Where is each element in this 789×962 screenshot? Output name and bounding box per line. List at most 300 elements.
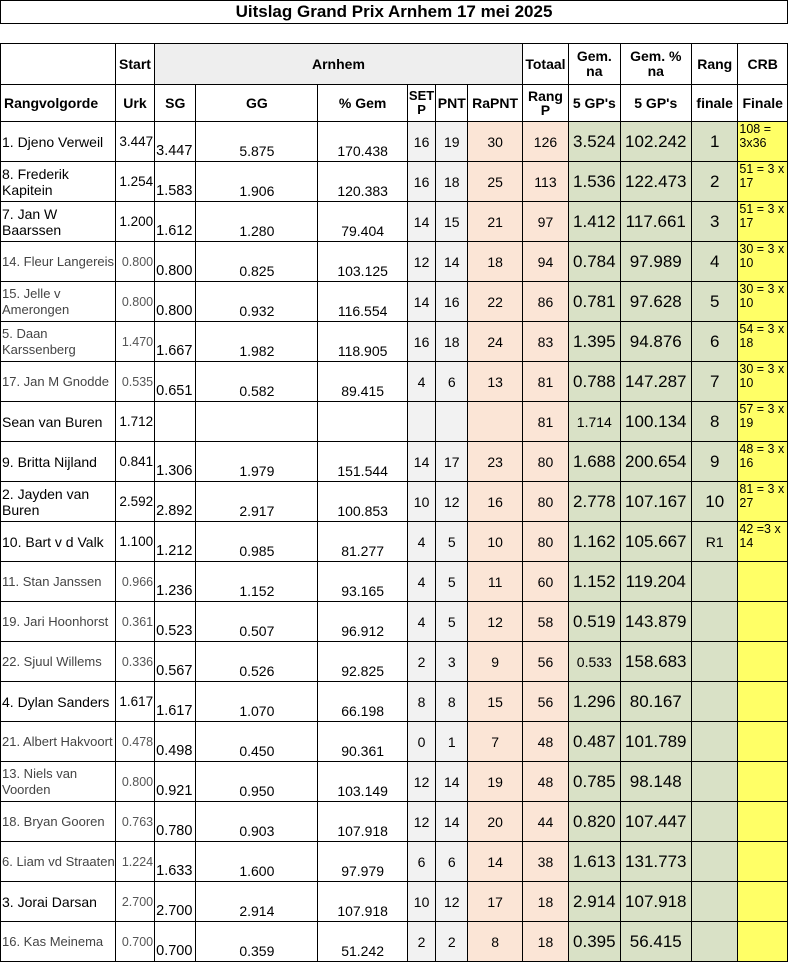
pnt-value: 5	[436, 522, 468, 562]
pnt-value: 8	[436, 682, 468, 722]
gem-pct-value: 117.661	[620, 202, 692, 242]
final-rank: 6	[692, 322, 738, 362]
player-name: 2. Jayden van Buren	[1, 482, 116, 522]
gg-value: 1.979	[196, 442, 318, 482]
rang-p-value: 97	[522, 202, 568, 242]
rang-p-value: 38	[522, 842, 568, 882]
urk-value: 1.617	[115, 682, 154, 722]
header-setp: SET P	[407, 85, 435, 122]
table-row	[1, 722, 788, 762]
setp-value: 4	[407, 522, 435, 562]
gg-value: 1.600	[196, 842, 318, 882]
header-rang: Rang	[692, 44, 738, 85]
final-rank	[692, 642, 738, 682]
header-start: Start	[115, 44, 154, 85]
player-name: 19. Jari Hoonhorst	[1, 602, 116, 642]
gg-value: 0.507	[196, 602, 318, 642]
player-name: 14. Fleur Langereis	[1, 242, 116, 282]
player-name: 4. Dylan Sanders	[1, 682, 116, 722]
gem-pct-value: 105.667	[620, 522, 692, 562]
pnt-value: 5	[436, 562, 468, 602]
player-name: 9. Britta Nijland	[1, 442, 116, 482]
pnt-value: 19	[436, 122, 468, 162]
sg-value: 1.667	[155, 322, 196, 362]
urk-value: 0.800	[115, 282, 154, 322]
final-rank	[692, 562, 738, 602]
final-rank	[692, 722, 738, 762]
pnt-value: 2	[436, 922, 468, 962]
pct-gem-value: 107.918	[318, 802, 408, 842]
final-rank: 10	[692, 482, 738, 522]
gem-pct-value: 107.918	[620, 882, 692, 922]
urk-value: 0.966	[115, 562, 154, 602]
sg-value: 0.700	[155, 922, 196, 962]
gg-value: 1.070	[196, 682, 318, 722]
urk-value: 3.447	[115, 122, 154, 162]
pnt-value: 5	[436, 602, 468, 642]
table-row	[1, 442, 788, 482]
setp-value: 14	[407, 442, 435, 482]
gem-na-value: 1.688	[569, 442, 620, 482]
gem-pct-value: 56.415	[620, 922, 692, 962]
gg-value: 0.359	[196, 922, 318, 962]
player-name: 15. Jelle v Amerongen	[1, 282, 116, 322]
gem-na-value: 1.395	[569, 322, 620, 362]
header-arnhem: Arnhem	[155, 44, 523, 85]
crb-finale: 51 = 3 x 17	[738, 202, 788, 242]
gg-value: 0.932	[196, 282, 318, 322]
pct-gem-value: 81.277	[318, 522, 408, 562]
gem-pct-value: 119.204	[620, 562, 692, 602]
rapnt-value: 13	[468, 362, 522, 402]
gem-na-value: 1.536	[569, 162, 620, 202]
crb-finale: 54 = 3 x 18	[738, 322, 788, 362]
urk-value: 0.336	[115, 642, 154, 682]
pct-gem-value: 103.125	[318, 242, 408, 282]
gem-na-value: 2.778	[569, 482, 620, 522]
pnt-value	[436, 402, 468, 442]
setp-value: 4	[407, 562, 435, 602]
sg-value: 0.651	[155, 362, 196, 402]
table-row	[1, 762, 788, 802]
rang-p-value: 86	[522, 282, 568, 322]
table-row	[1, 562, 788, 602]
rang-p-value: 56	[522, 642, 568, 682]
gem-pct-value: 100.134	[620, 402, 692, 442]
pct-gem-value: 120.383	[318, 162, 408, 202]
header-empty	[1, 44, 116, 85]
gem-pct-value: 80.167	[620, 682, 692, 722]
pct-gem-value: 90.361	[318, 722, 408, 762]
gem-pct-value: 102.242	[620, 122, 692, 162]
rang-p-value: 18	[522, 922, 568, 962]
gem-pct-value: 122.473	[620, 162, 692, 202]
gem-na-value: 0.784	[569, 242, 620, 282]
player-name: 10. Bart v d Valk	[1, 522, 116, 562]
table-row	[1, 642, 788, 682]
rapnt-value: 11	[468, 562, 522, 602]
gg-value: 5.875	[196, 122, 318, 162]
urk-value: 0.800	[115, 762, 154, 802]
header-rangvolgorde: Rangvolgorde	[1, 85, 116, 122]
table-row	[1, 282, 788, 322]
table-row	[1, 122, 788, 162]
sg-value: 1.236	[155, 562, 196, 602]
player-name: 6. Liam vd Straaten	[1, 842, 116, 882]
gem-pct-value: 158.683	[620, 642, 692, 682]
rang-p-value: 83	[522, 322, 568, 362]
pct-gem-value	[318, 402, 408, 442]
gem-na-value: 1.412	[569, 202, 620, 242]
gem-na-value: 3.524	[569, 122, 620, 162]
header-gem-pct-na: Gem. % na	[620, 44, 692, 85]
gg-value: 0.825	[196, 242, 318, 282]
gem-pct-value: 200.654	[620, 442, 692, 482]
rapnt-value: 7	[468, 722, 522, 762]
sg-value: 1.306	[155, 442, 196, 482]
table-row	[1, 242, 788, 282]
header-finale: finale	[692, 85, 738, 122]
rapnt-value: 12	[468, 602, 522, 642]
rang-p-value: 80	[522, 482, 568, 522]
sheet-title: Uitslag Grand Prix Arnhem 17 mei 2025	[1, 1, 788, 24]
header-crb: CRB	[738, 44, 788, 85]
final-rank: 7	[692, 362, 738, 402]
sg-value: 1.617	[155, 682, 196, 722]
setp-value: 10	[407, 882, 435, 922]
header-pnt: PNT	[436, 85, 468, 122]
gem-na-value: 0.820	[569, 802, 620, 842]
sg-value: 0.567	[155, 642, 196, 682]
rapnt-value: 23	[468, 442, 522, 482]
header-gg: GG	[196, 85, 318, 122]
rapnt-value: 25	[468, 162, 522, 202]
pct-gem-value: 79.404	[318, 202, 408, 242]
sg-value: 1.212	[155, 522, 196, 562]
setp-value: 14	[407, 202, 435, 242]
pct-gem-value: 92.825	[318, 642, 408, 682]
player-name: 1. Djeno Verweil	[1, 122, 116, 162]
setp-value: 6	[407, 842, 435, 882]
gem-na-value: 0.487	[569, 722, 620, 762]
gem-na-value: 0.533	[569, 642, 620, 682]
sg-value: 1.583	[155, 162, 196, 202]
player-name: 16. Kas Meinema	[1, 922, 116, 962]
final-rank	[692, 842, 738, 882]
rapnt-value: 20	[468, 802, 522, 842]
gem-na-value: 0.785	[569, 762, 620, 802]
setp-value: 16	[407, 322, 435, 362]
final-rank: 4	[692, 242, 738, 282]
pct-gem-value: 51.242	[318, 922, 408, 962]
setp-value: 12	[407, 802, 435, 842]
pnt-value: 6	[436, 362, 468, 402]
final-rank: R1	[692, 522, 738, 562]
header-rang-p: Rang P	[522, 85, 568, 122]
table-row	[1, 922, 788, 962]
rapnt-value: 15	[468, 682, 522, 722]
crb-finale: 30 = 3 x 10	[738, 242, 788, 282]
sg-value: 0.921	[155, 762, 196, 802]
pct-gem-value: 96.912	[318, 602, 408, 642]
pct-gem-value: 107.918	[318, 882, 408, 922]
pnt-value: 12	[436, 882, 468, 922]
rang-p-value: 126	[522, 122, 568, 162]
urk-value: 1.254	[115, 162, 154, 202]
urk-value: 1.200	[115, 202, 154, 242]
gem-pct-value: 98.148	[620, 762, 692, 802]
gg-value: 1.906	[196, 162, 318, 202]
player-name: Sean van Buren	[1, 402, 116, 442]
pct-gem-value: 89.415	[318, 362, 408, 402]
rapnt-value: 21	[468, 202, 522, 242]
urk-value: 0.361	[115, 602, 154, 642]
urk-value: 1.470	[115, 322, 154, 362]
urk-value: 0.841	[115, 442, 154, 482]
rapnt-value: 30	[468, 122, 522, 162]
setp-value	[407, 402, 435, 442]
header-5gps-b: 5 GP's	[620, 85, 692, 122]
gem-na-value: 2.914	[569, 882, 620, 922]
rang-p-value: 81	[522, 402, 568, 442]
header-totaal: Totaal	[522, 44, 568, 85]
rang-p-value: 60	[522, 562, 568, 602]
rapnt-value: 16	[468, 482, 522, 522]
rapnt-value: 18	[468, 242, 522, 282]
final-rank	[692, 682, 738, 722]
setp-value: 10	[407, 482, 435, 522]
rang-p-value: 48	[522, 722, 568, 762]
rapnt-value	[468, 402, 522, 442]
pnt-value: 1	[436, 722, 468, 762]
gem-na-value: 1.162	[569, 522, 620, 562]
gem-pct-value: 147.287	[620, 362, 692, 402]
rapnt-value: 8	[468, 922, 522, 962]
pnt-value: 14	[436, 802, 468, 842]
sg-value: 2.700	[155, 882, 196, 922]
rapnt-value: 17	[468, 882, 522, 922]
crb-finale	[738, 642, 788, 682]
table-row	[1, 362, 788, 402]
header-5gps-a: 5 GP's	[569, 85, 620, 122]
table-row	[1, 842, 788, 882]
gem-na-value: 0.519	[569, 602, 620, 642]
header-rapnt: RaPNT	[468, 85, 522, 122]
gem-na-value: 1.296	[569, 682, 620, 722]
player-name: 17. Jan M Gnodde	[1, 362, 116, 402]
final-rank: 2	[692, 162, 738, 202]
sg-value: 3.447	[155, 122, 196, 162]
final-rank	[692, 762, 738, 802]
table-row	[1, 402, 788, 442]
setp-value: 8	[407, 682, 435, 722]
sg-value: 0.780	[155, 802, 196, 842]
rang-p-value: 56	[522, 682, 568, 722]
player-name: 13. Niels van Voorden	[1, 762, 116, 802]
final-rank: 3	[692, 202, 738, 242]
rang-p-value: 94	[522, 242, 568, 282]
pct-gem-value: 118.905	[318, 322, 408, 362]
setp-value: 0	[407, 722, 435, 762]
player-name: 3. Jorai Darsan	[1, 882, 116, 922]
gg-value: 1.982	[196, 322, 318, 362]
table-row	[1, 522, 788, 562]
sg-value: 2.892	[155, 482, 196, 522]
final-rank: 8	[692, 402, 738, 442]
setp-value: 2	[407, 642, 435, 682]
gg-value: 0.985	[196, 522, 318, 562]
urk-value: 2.592	[115, 482, 154, 522]
pct-gem-value: 66.198	[318, 682, 408, 722]
pnt-value: 17	[436, 442, 468, 482]
setp-value: 2	[407, 922, 435, 962]
final-rank: 1	[692, 122, 738, 162]
setp-value: 16	[407, 162, 435, 202]
crb-finale: 30 = 3 x 10	[738, 282, 788, 322]
crb-finale: 108 = 3x36	[738, 122, 788, 162]
table-row	[1, 882, 788, 922]
player-name: 5. Daan Karssenberg	[1, 322, 116, 362]
pnt-value: 15	[436, 202, 468, 242]
rang-p-value: 113	[522, 162, 568, 202]
sg-value: 0.800	[155, 282, 196, 322]
setp-value: 12	[407, 762, 435, 802]
pnt-value: 14	[436, 242, 468, 282]
table-row	[1, 202, 788, 242]
sg-value: 0.800	[155, 242, 196, 282]
urk-value: 1.224	[115, 842, 154, 882]
rapnt-value: 14	[468, 842, 522, 882]
spacer-row	[1, 24, 788, 44]
gem-pct-value: 97.628	[620, 282, 692, 322]
final-rank	[692, 922, 738, 962]
pct-gem-value: 93.165	[318, 562, 408, 602]
pct-gem-value: 100.853	[318, 482, 408, 522]
gg-value: 2.914	[196, 882, 318, 922]
player-name: 11. Stan Janssen	[1, 562, 116, 602]
urk-value: 0.800	[115, 242, 154, 282]
pct-gem-value: 103.149	[318, 762, 408, 802]
sg-value: 0.523	[155, 602, 196, 642]
gg-value: 0.450	[196, 722, 318, 762]
rapnt-value: 10	[468, 522, 522, 562]
final-rank: 9	[692, 442, 738, 482]
rang-p-value: 81	[522, 362, 568, 402]
gem-pct-value: 143.879	[620, 602, 692, 642]
setp-value: 14	[407, 282, 435, 322]
rang-p-value: 44	[522, 802, 568, 842]
table-row	[1, 602, 788, 642]
pct-gem-value: 151.544	[318, 442, 408, 482]
gem-pct-value: 94.876	[620, 322, 692, 362]
rapnt-value: 9	[468, 642, 522, 682]
gg-value: 0.950	[196, 762, 318, 802]
crb-finale	[738, 882, 788, 922]
final-rank	[692, 602, 738, 642]
pnt-value: 18	[436, 162, 468, 202]
gem-na-value: 0.395	[569, 922, 620, 962]
rang-p-value: 18	[522, 882, 568, 922]
sg-value: 1.612	[155, 202, 196, 242]
urk-value: 0.763	[115, 802, 154, 842]
pnt-value: 12	[436, 482, 468, 522]
gg-value: 2.917	[196, 482, 318, 522]
rang-p-value: 80	[522, 522, 568, 562]
table-row	[1, 682, 788, 722]
crb-finale	[738, 842, 788, 882]
urk-value: 1.100	[115, 522, 154, 562]
gg-value: 0.582	[196, 362, 318, 402]
crb-finale: 30 = 3 x 10	[738, 362, 788, 402]
pnt-value: 3	[436, 642, 468, 682]
crb-finale: 51 = 3 x 17	[738, 162, 788, 202]
gem-pct-value: 101.789	[620, 722, 692, 762]
table-row	[1, 482, 788, 522]
player-name: 22. Sjuul Willems	[1, 642, 116, 682]
final-rank: 5	[692, 282, 738, 322]
sg-value: 0.498	[155, 722, 196, 762]
rang-p-value: 80	[522, 442, 568, 482]
pnt-value: 16	[436, 282, 468, 322]
gem-pct-value: 131.773	[620, 842, 692, 882]
pct-gem-value: 97.979	[318, 842, 408, 882]
rang-p-value: 58	[522, 602, 568, 642]
header-urk: Urk	[115, 85, 154, 122]
rapnt-value: 22	[468, 282, 522, 322]
player-name: 21. Albert Hakvoort	[1, 722, 116, 762]
pnt-value: 6	[436, 842, 468, 882]
header-pct-gem: % Gem	[318, 85, 408, 122]
gem-na-value: 0.788	[569, 362, 620, 402]
pct-gem-value: 170.438	[318, 122, 408, 162]
setp-value: 12	[407, 242, 435, 282]
urk-value: 2.700	[115, 882, 154, 922]
gg-value	[196, 402, 318, 442]
urk-value: 0.535	[115, 362, 154, 402]
crb-finale: 81 = 3 x 27	[738, 482, 788, 522]
header-sg: SG	[155, 85, 196, 122]
setp-value: 4	[407, 602, 435, 642]
final-rank	[692, 882, 738, 922]
sg-value	[155, 402, 196, 442]
gem-na-value: 0.781	[569, 282, 620, 322]
pnt-value: 14	[436, 762, 468, 802]
player-name: 7. Jan W Baarssen	[1, 202, 116, 242]
crb-finale: 57 = 3 x 19	[738, 402, 788, 442]
pct-gem-value: 116.554	[318, 282, 408, 322]
final-rank	[692, 802, 738, 842]
gem-pct-value: 97.989	[620, 242, 692, 282]
gg-value: 1.152	[196, 562, 318, 602]
table-row	[1, 162, 788, 202]
table-row	[1, 322, 788, 362]
rapnt-value: 24	[468, 322, 522, 362]
player-name: 8. Frederik Kapitein	[1, 162, 116, 202]
urk-value: 1.712	[115, 402, 154, 442]
crb-finale	[738, 602, 788, 642]
gem-na-value: 1.152	[569, 562, 620, 602]
header-crb-finale: Finale	[738, 85, 788, 122]
crb-finale	[738, 722, 788, 762]
pnt-value: 18	[436, 322, 468, 362]
crb-finale	[738, 682, 788, 722]
setp-value: 16	[407, 122, 435, 162]
crb-finale	[738, 802, 788, 842]
crb-finale: 48 = 3 x 16	[738, 442, 788, 482]
gg-value: 0.526	[196, 642, 318, 682]
gg-value: 1.280	[196, 202, 318, 242]
crb-finale	[738, 922, 788, 962]
